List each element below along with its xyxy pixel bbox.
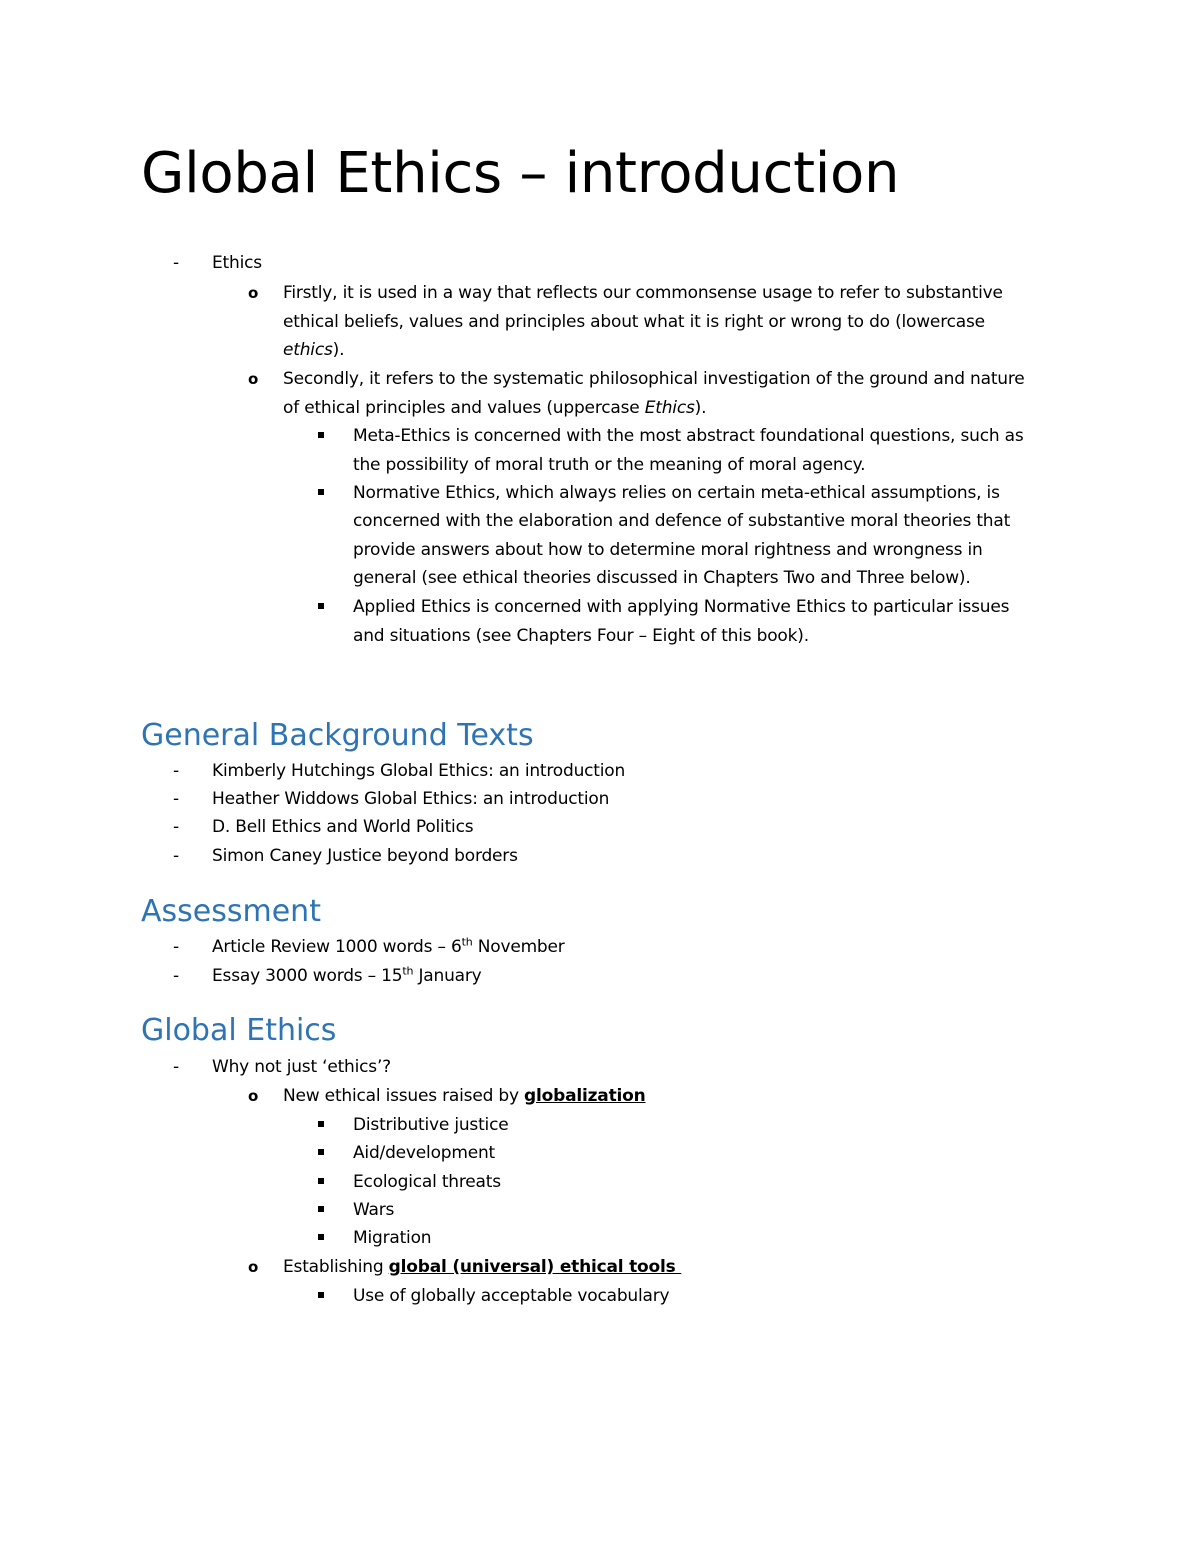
meta-ethics-line-1: Meta-Ethics is concerned with the most abstract foundational questions, such as: [353, 426, 1024, 446]
square-bullet-icon: [318, 1196, 324, 1224]
line-end-text: ).: [694, 398, 707, 418]
circle-bullet: o: [248, 1258, 259, 1276]
reference-item: Heather Widdows Global Ethics: an introduction: [212, 789, 610, 809]
heading-assessment: Assessment: [141, 894, 321, 929]
circle-bullet: o: [248, 284, 259, 302]
dash-bullet: -: [173, 817, 180, 837]
ordinal-suffix: th: [402, 964, 414, 978]
assessment-item-essay: [212, 962, 482, 990]
square-bullet-icon: [318, 1282, 324, 1310]
line-end-text: ).: [332, 340, 345, 360]
applied-ethics-line-2: and situations (see Chapters Four – Eight of this book).: [353, 626, 809, 646]
assessment-text: Article Review 1000 words – 6: [212, 937, 462, 957]
dash-bullet: -: [173, 846, 180, 866]
meta-ethics-line-2: the possibility of moral truth or the meaning of moral agency.: [353, 455, 866, 475]
assessment-text: Essay 3000 words – 15: [212, 966, 403, 986]
emphasis-globalization: globalization: [524, 1086, 646, 1106]
heading-background-texts: General Background Texts: [141, 718, 534, 753]
new-issues-item: [283, 1082, 646, 1110]
normative-ethics-line-1: Normative Ethics, which always relies on certain meta-ethical assumptions, is: [353, 483, 1000, 503]
item-text: Establishing: [283, 1257, 389, 1277]
list-item-why-not-ethics: Why not just ‘ethics’?: [212, 1057, 391, 1077]
first-meaning-line-2: ethical beliefs, values and principles about what it is right or wrong to do (lowercase: [283, 312, 985, 332]
issue-item: Ecological threats: [353, 1172, 501, 1192]
assessment-date: January: [413, 966, 482, 986]
issue-item: Aid/development: [353, 1143, 496, 1163]
reference-item: D. Bell Ethics and World Politics: [212, 817, 474, 837]
italic-term: Ethics: [644, 398, 695, 418]
dash-bullet: -: [173, 1057, 180, 1077]
issue-item: Migration: [353, 1228, 432, 1248]
circle-bullet: o: [248, 370, 259, 388]
square-bullet-icon: [318, 593, 324, 621]
normative-ethics-line-3: provide answers about how to determine moral rightness and wrongness in: [353, 540, 983, 560]
dash-bullet: -: [173, 937, 180, 957]
second-meaning-line-2: [283, 394, 706, 422]
assessment-date: November: [472, 937, 565, 957]
dash-bullet: -: [173, 253, 180, 273]
page-title: Global Ethics – introduction: [141, 141, 900, 206]
square-bullet-icon: [318, 1168, 324, 1196]
dash-bullet: -: [173, 966, 180, 986]
heading-global-ethics: Global Ethics: [141, 1013, 337, 1048]
first-meaning-line-1: Firstly, it is used in a way that reflects our commonsense usage to refer to substantive: [283, 283, 1003, 303]
normative-ethics-line-4: general (see ethical theories discussed in Chapters Two and Three below).: [353, 568, 971, 588]
square-bullet-icon: [318, 1111, 324, 1139]
line-text: of ethical principles and values (uppercase: [283, 398, 645, 418]
normative-ethics-line-2: concerned with the elaboration and defence of substantive moral theories that: [353, 511, 1011, 531]
first-meaning-line-3: [283, 336, 344, 364]
list-item-ethics: Ethics: [212, 253, 262, 273]
circle-bullet: o: [248, 1087, 259, 1105]
tools-subitem: Use of globally acceptable vocabulary: [353, 1286, 670, 1306]
issue-item: Distributive justice: [353, 1115, 509, 1135]
square-bullet-icon: [318, 479, 324, 507]
dash-bullet: -: [173, 761, 180, 781]
item-text: New ethical issues raised by: [283, 1086, 525, 1106]
reference-item: Kimberly Hutchings Global Ethics: an introduction: [212, 761, 626, 781]
reference-item: Simon Caney Justice beyond borders: [212, 846, 518, 866]
dash-bullet: -: [173, 789, 180, 809]
italic-term: ethics: [283, 340, 333, 360]
square-bullet-icon: [318, 1139, 324, 1167]
emphasis-global-tools: global (universal) ethical tools: [388, 1257, 682, 1277]
second-meaning-line-1: Secondly, it refers to the systematic philosophical investigation of the ground and nature: [283, 369, 1025, 389]
ordinal-suffix: th: [461, 935, 473, 949]
assessment-item-article-review: [212, 933, 565, 961]
tools-item: [283, 1253, 681, 1281]
square-bullet-icon: [318, 1224, 324, 1252]
applied-ethics-line-1: Applied Ethics is concerned with applying Normative Ethics to particular issues: [353, 597, 1010, 617]
issue-item: Wars: [353, 1200, 395, 1220]
square-bullet-icon: [318, 422, 324, 450]
